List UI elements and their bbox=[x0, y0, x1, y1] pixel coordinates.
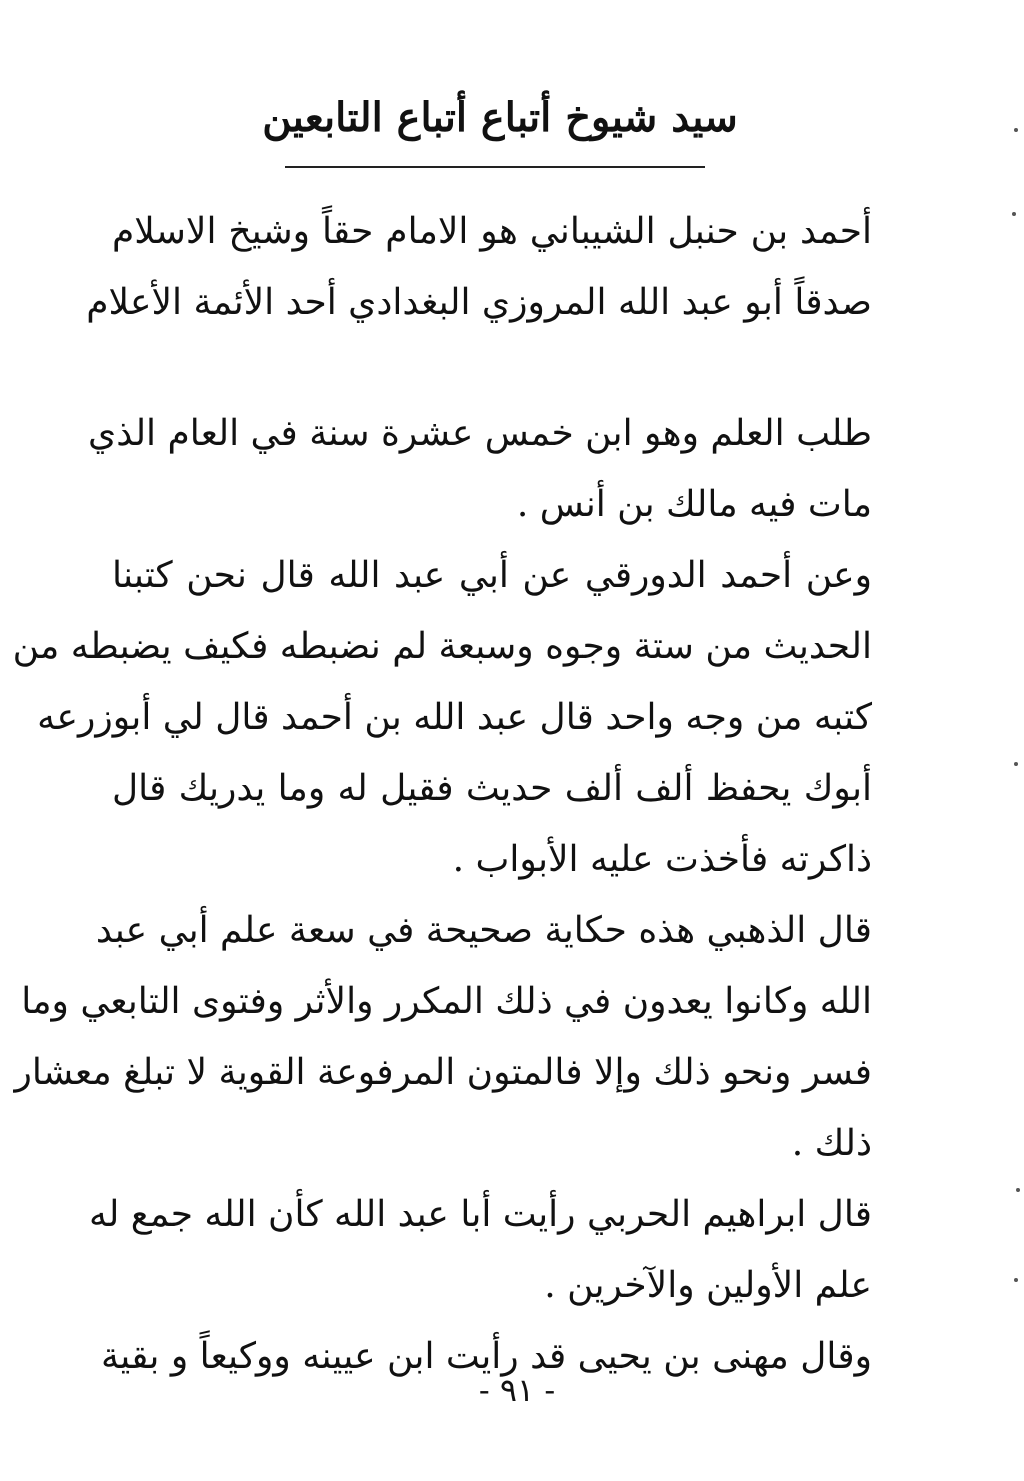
page-body bbox=[12, 196, 872, 1392]
text-line: ذلك . bbox=[791, 1123, 872, 1164]
page-title: سيد شيوخ أتباع أتباع التابعين bbox=[262, 94, 738, 141]
scan-speck bbox=[1014, 128, 1018, 132]
scan-speck bbox=[1014, 1278, 1018, 1282]
scan-speck bbox=[1014, 762, 1018, 766]
text-line: ذاكرته فأخذت عليه الأبواب . bbox=[452, 839, 872, 880]
text-line: علم الأولين والآخرين . bbox=[544, 1265, 872, 1306]
text-line: الله وكانوا يعدون في ذلك المكرر والأثر وفتوى التابعي وما bbox=[21, 981, 872, 1022]
paragraph-1 bbox=[86, 196, 872, 338]
paragraph-4 bbox=[14, 895, 872, 1179]
text-line: صدقاً أبو عبد الله المروزي البغدادي أحد الأئمة الأعلام bbox=[86, 282, 872, 323]
scan-speck bbox=[1016, 1188, 1020, 1192]
title-underline bbox=[285, 166, 705, 168]
text-line: مات فيه مالك بن أنس . bbox=[516, 484, 872, 525]
text-line: طلب العلم وهو ابن خمس عشرة سنة في العام الذي bbox=[88, 413, 872, 454]
text-line: أحمد بن حنبل الشيباني هو الامام حقاً وشيخ الاسلام bbox=[112, 211, 872, 252]
text-line: قال الذهبي هذه حكاية صحيحة في سعة علم أبي عبد bbox=[95, 910, 872, 951]
paragraph-5 bbox=[89, 1179, 872, 1321]
paragraph-2 bbox=[88, 398, 872, 540]
text-line: قال ابراهيم الحربي رأيت أبا عبد الله كأن الله جمع له bbox=[89, 1194, 872, 1235]
page-number: - ٩١ - bbox=[478, 1371, 556, 1409]
text-line: فسر ونحو ذلك وإلا فالمتون المرفوعة القوية لا تبلغ معشار bbox=[14, 1052, 872, 1093]
text-line: وقال مهنى بن يحيى قد رأيت ابن عيينه ووكيعاً و بقية bbox=[101, 1336, 872, 1377]
text-line: أبوك يحفظ ألف ألف حديث فقيل له وما يدريك قال bbox=[112, 768, 872, 809]
text-line: الحديث من ستة وجوه وسبعة لم نضبطه فكيف يضبطه من bbox=[12, 626, 872, 667]
text-line: كتبه من وجه واحد قال عبد الله بن أحمد قال لي أبوزرعه bbox=[37, 697, 872, 738]
text-line: وعن أحمد الدورقي عن أبي عبد الله قال نحن كتبنا bbox=[112, 555, 872, 596]
scan-speck bbox=[1012, 212, 1016, 216]
paragraph-3 bbox=[12, 540, 872, 895]
